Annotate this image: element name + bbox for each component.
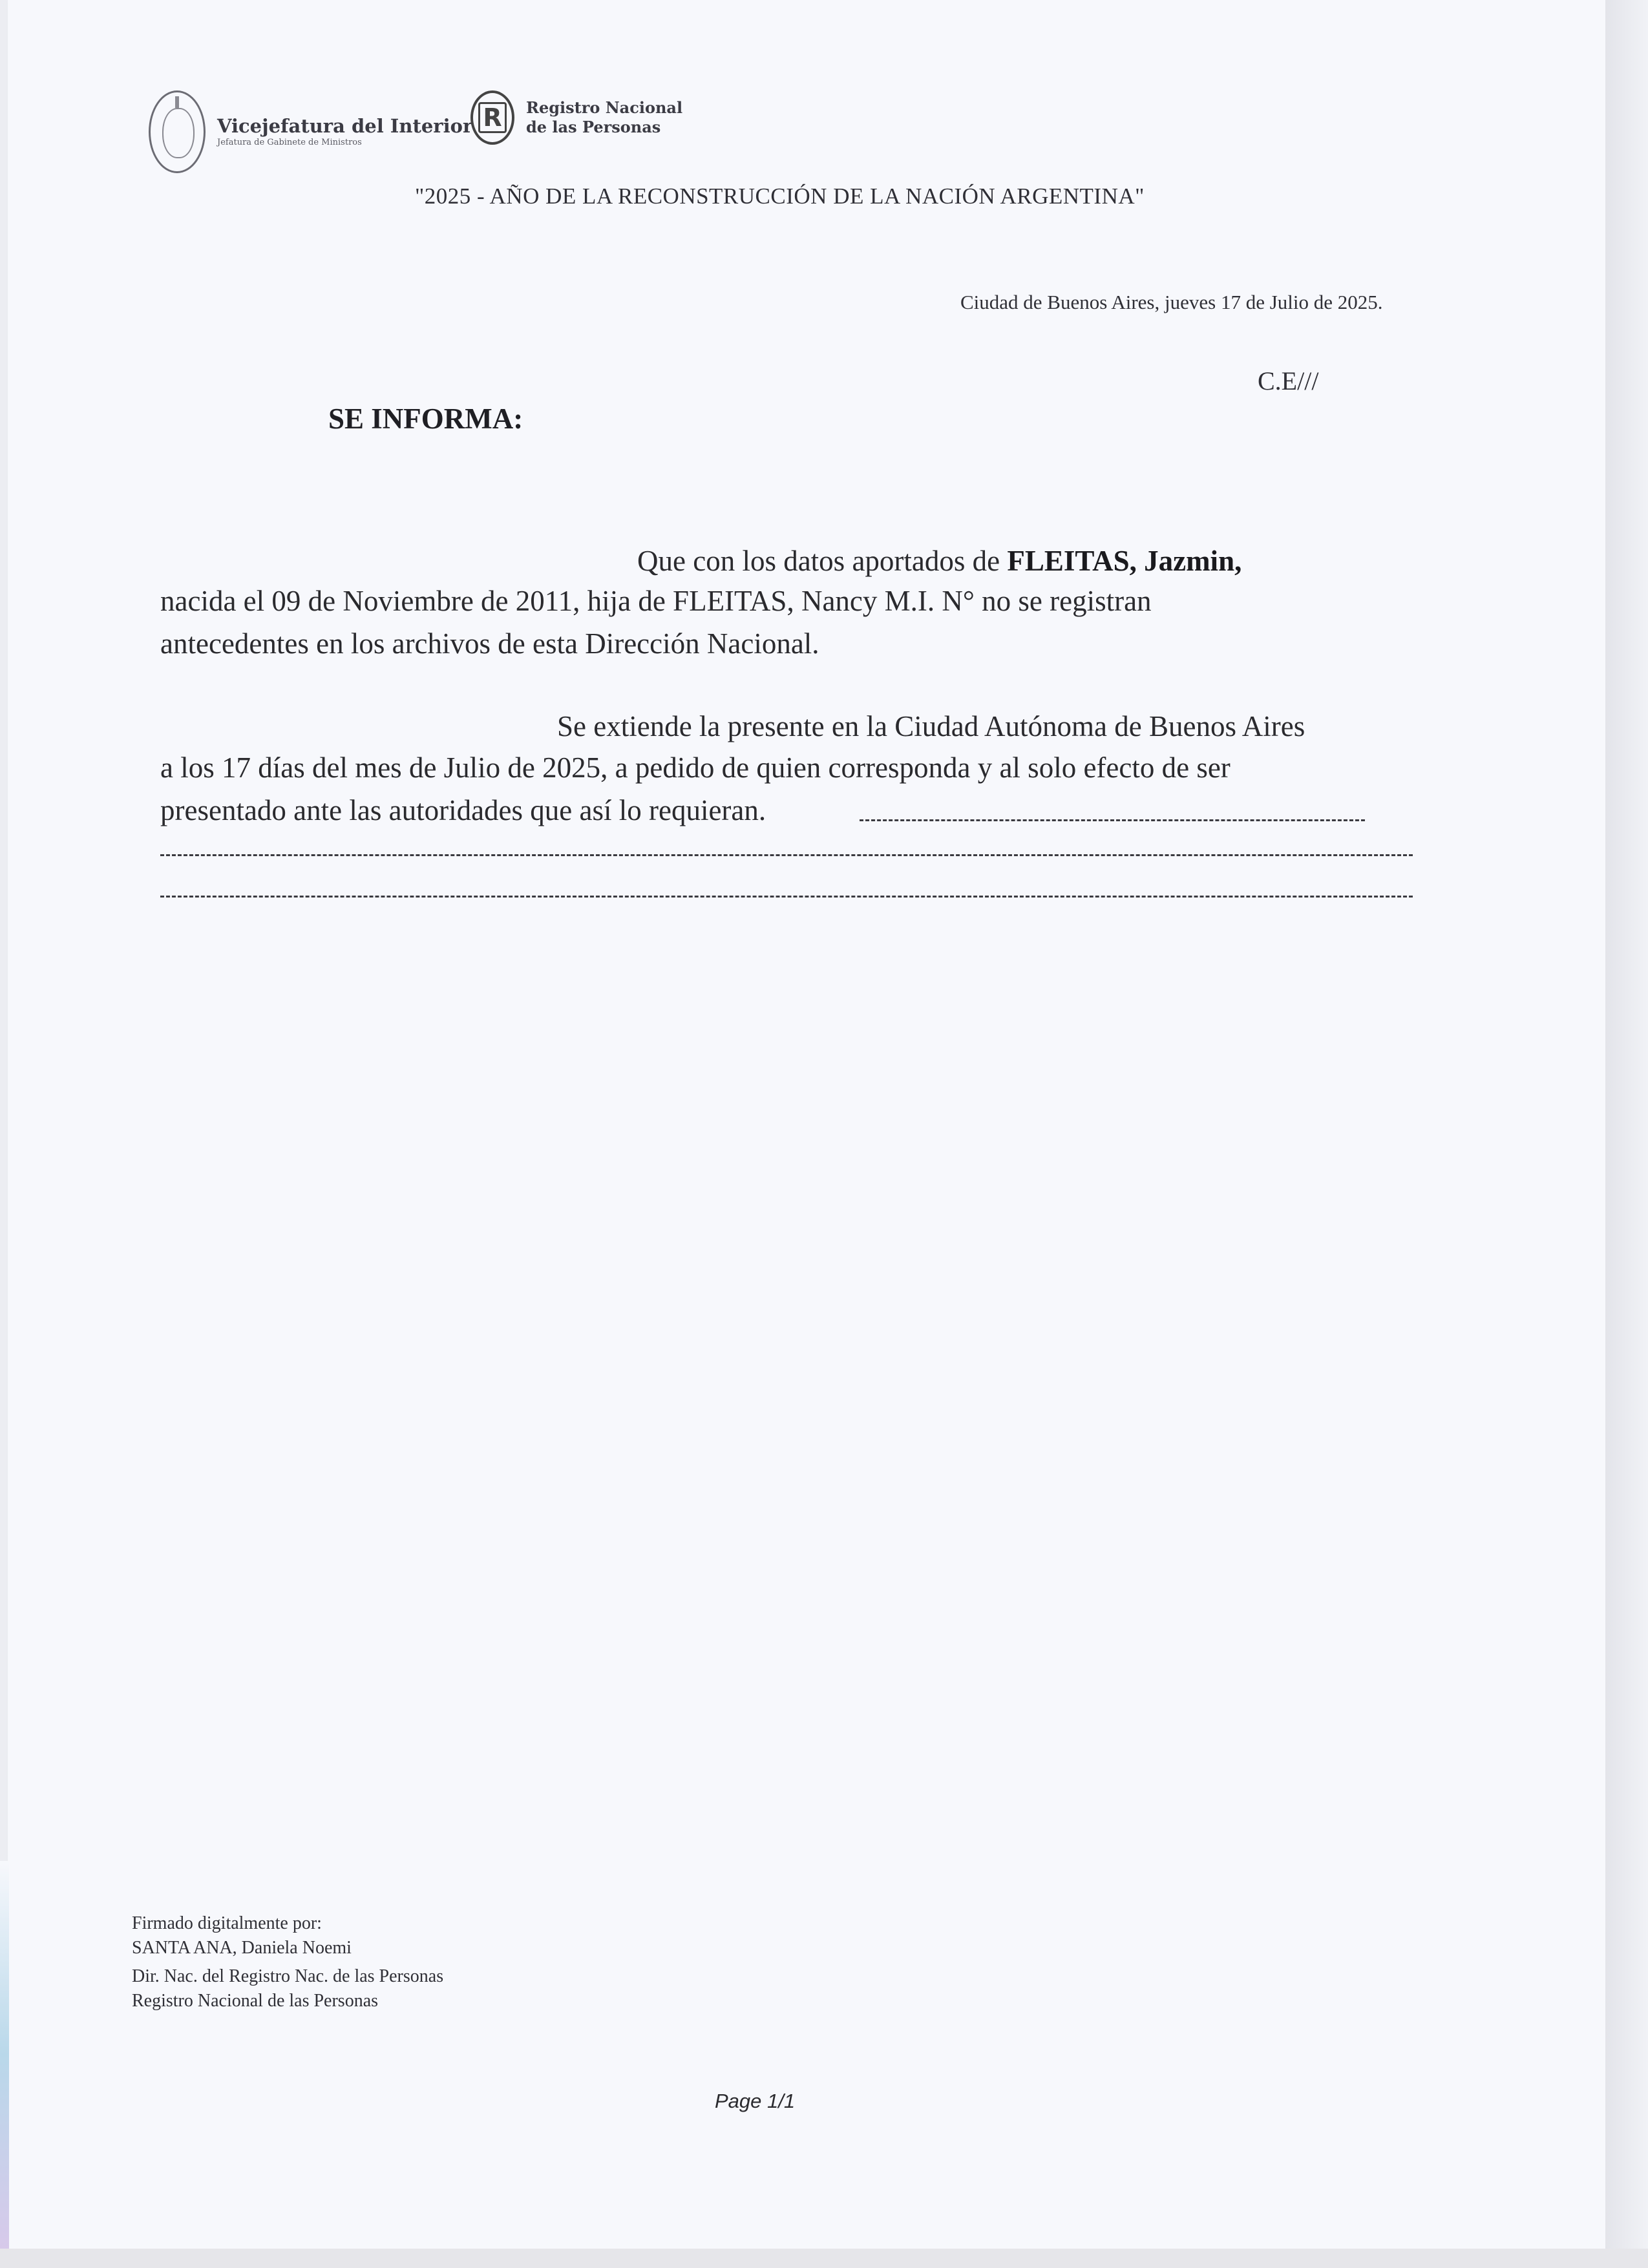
year-motto: "2025 - AÑO DE LA RECONSTRUCCIÓN DE LA NACIÓN ARGENTINA" [415,184,1145,209]
document-heading: SE INFORMA: [328,403,523,435]
renaper-logo-text [526,98,682,137]
page-edge-shadow [1605,0,1648,2268]
renaper-title-line1: Registro Nacional [526,98,683,117]
national-seal-icon [149,90,206,173]
paragraph2-line3: presentado ante las autoridades que así lo requieran. [160,794,766,826]
reference-code: C.E/// [1258,366,1319,395]
paragraph1-line2: nacida el 09 de Noviembre de 2011, hija de FLEITAS, Nancy M.I. N° no se registran [160,585,1152,617]
signer-position: Dir. Nac. del Registro Nac. de las Personas [132,1966,444,1986]
renaper-r-letter: R [478,102,506,133]
fill-dashes-inline [860,819,1365,821]
vicejefatura-subtitle: Jefatura de Gabinete de Ministros [217,138,362,147]
paragraph1-prefix: Que con los datos aportados de [637,545,1008,577]
vicejefatura-logo [149,90,472,173]
page-number: Page 1/1 [715,2090,796,2112]
vicejefatura-title: Vicejefatura del Interior [217,115,473,137]
paragraph2-line2: a los 17 días del mes de Julio de 2025, a pedido de quien corresponda y al solo efecto de ser [160,751,1231,784]
paragraph1-line1 [637,544,1241,578]
date-line: Ciudad de Buenos Aires, jueves 17 de Julio de 2025. [960,291,1383,313]
vicejefatura-logo-text [217,115,472,149]
paragraph2-line1: Se extiende la presente en la Ciudad Autónoma de Buenos Aires [557,710,1305,742]
scan-bottom-strip [0,2249,1648,2268]
signer-organization: Registro Nacional de las Personas [132,1991,379,2011]
renaper-title-line2: de las Personas [526,118,661,136]
signer-name: SANTA ANA, Daniela Noemi [132,1938,352,1958]
signature-label: Firmado digitalmente por: [132,1913,322,1933]
paragraph1-line3: antecedentes en los archivos de esta Dirección Nacional. [160,627,819,660]
fill-dashes-line2 [160,896,1413,898]
fill-dashes-line1 [160,854,1413,856]
digital-signature-block [132,1911,443,2013]
renaper-logo [470,90,682,145]
renaper-r-icon [470,90,514,145]
scan-left-tint [0,1861,9,2249]
person-name: FLEITAS, Jazmin, [1007,545,1242,577]
